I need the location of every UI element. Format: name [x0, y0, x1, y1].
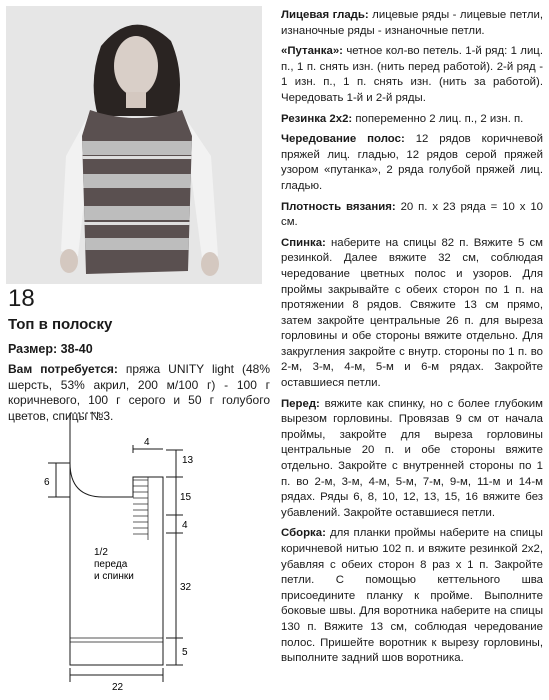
size-label: Размер: [8, 342, 58, 356]
section-text: 12 рядов коричневой пряжей лиц. гладью, 12 рядов серой пряжей узором «путанка», 2 ряда голубой пряжей лиц. гладью. [281, 133, 543, 192]
size-line [8, 342, 93, 356]
section-stripes [281, 132, 543, 194]
section-assembly [281, 526, 543, 666]
scheme-dim-32: 32 [180, 582, 192, 593]
section-label: Лицевая гладь: [281, 9, 369, 21]
section-front [281, 397, 543, 522]
section-text: четное кол-во петель. 1-й ряд: 1 лиц. п., 1 п. снять изн. (нить перед работой). 2-й ряд - 1 изн. п., 1 п. снять изн. (нить за работой). Чередовать 1-й и 2-й ряды. [281, 45, 543, 104]
section-gauge [281, 200, 543, 231]
scheme-dim-neck: 6 [44, 477, 50, 488]
section-text: для планки проймы наберите на спицы коричневой нитью 102 п. и вяжите резинкой 2х2, убавляя с обеих сторон 8 раз х 1 п. Закройте петли. С помощью кеттельного шва присоедините планку к пройме. Выполните боковые швы. Для воротника наберите на спицы 130 п. Вяжите 13 см, соблюдая чередование полос. Пришейте воротник к вырезу горловины, выполните задний шов воротника. [281, 527, 543, 665]
section-label: Плотность вязания: [281, 200, 396, 213]
instructions-column [281, 8, 543, 672]
section-text: попеременно 2 лиц. п., 2 изн. п. [352, 112, 524, 125]
section-label: Чередование полос: [281, 133, 405, 146]
section-label: Резинка 2х2: [281, 112, 353, 125]
scheme-dim-width: 22 [112, 682, 124, 693]
model-photo-illustration [6, 6, 262, 284]
scheme-label-3: и спинки [94, 571, 134, 582]
scheme-dim-4: 4 [182, 520, 188, 531]
scheme-label-1: 1/2 [94, 547, 108, 558]
model-photo [6, 6, 262, 284]
pattern-scheme [8, 405, 268, 695]
section-back [281, 236, 543, 392]
pattern-number: 18 [8, 285, 35, 312]
section-text: наберите на спицы 82 п. Вяжите 5 см резинкой. Далее вяжите 32 см, соблюдая чередование цветных полос и узоров. Для проймы закрывайте с обеих сторон по 1 п. на протяжении 8 рядов. Свяжите 13 см прямо, затем закройте центральные 26 п. для выреза горловины и обе стороны вяжите отдельно. Для закругления закройте с внутр. стороны по 1 п. во 2-м, 3-м, 4-м, 5-м и 6-м рядах. Закройте оставшиеся петли. [281, 236, 543, 390]
scheme-dim-top: 4 [144, 437, 150, 448]
scheme-label-2: переда [94, 559, 128, 570]
scheme-dim-armhole: 13 [182, 455, 194, 466]
section-rib [281, 112, 543, 128]
section-label: Спинка: [281, 236, 326, 249]
section-text: 20 п. х 23 ряда = 10 х 10 см. [281, 200, 543, 229]
pattern-title: Топ в полоску [8, 316, 113, 333]
materials-label: Вам потребуется: [8, 362, 118, 376]
section-label: «Путанка»: [281, 45, 343, 58]
section-label: Перед: [281, 397, 320, 410]
section-text: лицевые ряды - лицевые петли, изнаночные ряды - изнаночные петли. [281, 9, 543, 37]
scheme-dim-15: 15 [180, 492, 192, 503]
size-value: 38-40 [60, 342, 93, 356]
materials-text: пряжа UNITY light (48% шерсть, 53% акрил, 200 м/100 г) - 100 г коричневого, 100 г серого и 50 г голубого цветов, спицы №3. [8, 362, 270, 423]
section-putanka [281, 44, 543, 106]
scheme-dim-5: 5 [182, 647, 188, 658]
section-label: Сборка: [281, 527, 326, 540]
section-stockinette [281, 8, 543, 39]
section-text: вяжите как спинку, но с более глубоким вырезом горловины. Провязав 9 см от начала проймы, закройте для выреза горловины центральные 20 п. и обе стороны вяжите отдельно. Закройте с внутренней стороны по 1 п. во 2-м, 3-м, 4-м, 5-м, 7-м, 9-м, 11-м и 14-м рядах. Ряды 6, 8, 10, 12, 13, 15, 16 вяжите без убавлений. Закройте оставшиеся петли. [281, 397, 543, 519]
